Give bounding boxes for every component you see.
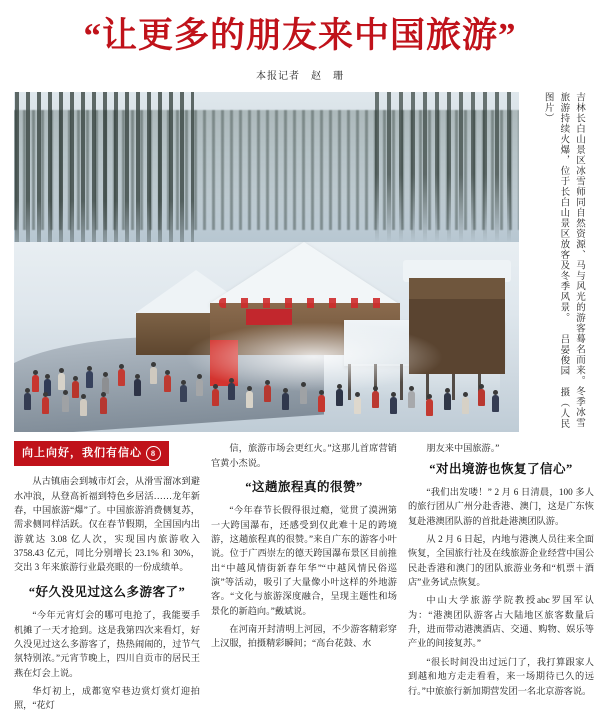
section-kicker-number: 8: [146, 446, 161, 461]
subheading-3: “对出境游也恢复了信心”: [429, 461, 573, 476]
section-kicker: [14, 441, 169, 466]
photo-block: [14, 92, 586, 432]
photo-right-forest: [375, 92, 519, 242]
paragraph: 从 2 月 6 日起，内地与港澳人员往来全面恢复，全国旅行社及在线旅游企业经营中国公民赴香港和澳门的团队旅游业务和“机票＋酒店”业务试点恢复。: [408, 534, 594, 588]
paragraph: 华灯初上，成都宽窄巷边赏灯赏灯迎拍照，“花灯: [14, 685, 200, 711]
page-title: “让更多的朋友来中国旅游”: [83, 16, 517, 55]
column-1: [14, 441, 200, 716]
paragraph: 朋友来中国旅游。”: [426, 443, 500, 454]
paragraph: 从古镇庙会到城市灯会，从滑雪溜冰到避水冲浪，从登高祈福到特色乡居活……龙年新春，中国旅游“爆”了。中国旅游消费侧复苏，需求侧同样活跃。仅在春节假期，全国国内出游就达 3.08 亿人次，实现国内旅游收入 3758.43 亿元，同比分别增长 23.1% 和 30%，交出 3 年来旅游行业最亮眼的一份成绩单。: [14, 476, 200, 573]
photo-caption-text: 吉林长白山景区冰雪师同自然资源、马与风光的游客蓦名而来。冬季冰雪旅游持续火爆，位于长白山景区放客及冬季风景。: [558, 92, 584, 429]
byline: 本报记者 赵 珊: [256, 71, 344, 83]
paragraph: “今年春节长假得很过瘾，觉贯了漠洲第一大跨国瀑布，还感受到仅此难十足的跨境游，这趟旅程真的很赞。”来自广东的游客小叶说。位于广西崇左的德天跨国瀑布景区目前推出“中越风情街新春年华”“中越风情民俗巡演”等活动，吸引了大量像小叶这样的外地游客。“文化与旅游深度融合，呈现主题性和场景化的新趋向。”戴斌说。: [211, 505, 397, 616]
section-kicker-label: 向上向好，我们有信心: [22, 447, 142, 460]
article-columns: [14, 441, 594, 716]
paragraph: 中山大学旅游学院教授abc罗国军认为：“港澳团队游客占大陆地区旅客数量后升，进而带动港澳酒店、交通、购物、娱乐等产业的间接复苏。”: [408, 595, 594, 649]
photo-snow-village: [14, 92, 519, 432]
paragraph: “很长时间没出过远门了，我打算跟家人到越和地方走走看看，来一场期待已久的远行。”中旅旅行新加期营发团一名北京游客说。: [408, 656, 594, 696]
photo-cabin-roof-main: [209, 242, 399, 304]
photo-caption: [527, 92, 586, 432]
column-3: [408, 441, 594, 716]
subheading-2: “这趟旅程真的很赞”: [245, 479, 363, 494]
subheading-1: “好久没见过这么多游客了”: [28, 584, 186, 599]
paragraph: 在河南开封清明上河园，不少游客精彩穿上汉服，拍摄精彩瞬间；“高台花鼓、水: [211, 624, 397, 649]
column-2: [211, 441, 397, 716]
newspaper-page: [0, 16, 600, 711]
photo-crowd: [14, 306, 519, 426]
paragraph: “今年元宵灯会的哪可电抢了，我能要手机摊了一天才抢到。这是我第四次来看灯，好久没见过这么多游客了，热热闹闹的，过节气氛特别浓。”元宵节晚上，四川自贡市的居民王燕在灯会上说。: [14, 610, 200, 678]
paragraph: “我们出发喽！” 2 月 6 日清晨，100 多人的旅行团从广州分赴香港、澳门，这是广东恢复赴港澳团队游的首批赴港澳团队游。: [408, 487, 594, 526]
photo-credit: 吕晏俊园 摄（人民图片）: [542, 92, 569, 430]
paragraph: 信，旅游市场会更红火。”这那儿首席营销官黄小杰说。: [211, 443, 397, 468]
